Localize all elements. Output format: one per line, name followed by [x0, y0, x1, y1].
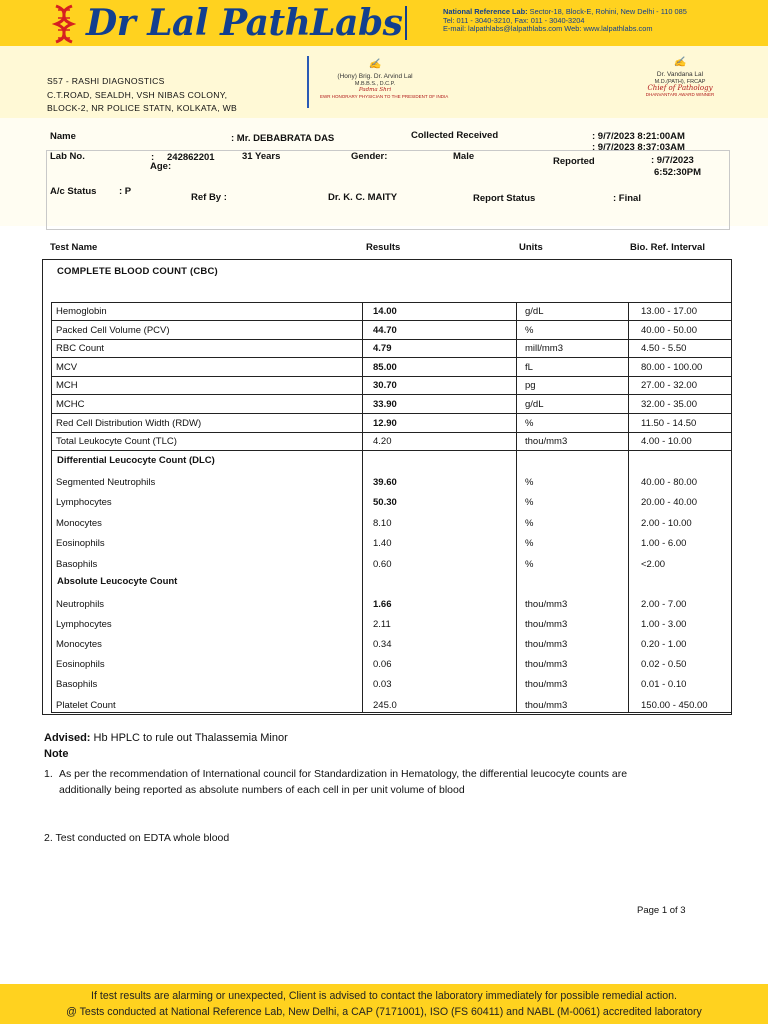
age-label: Age: [150, 161, 172, 172]
ref-interval-cell: 1.00 - 3.00 [641, 618, 687, 630]
ref-interval-cell: 150.00 - 450.00 [641, 699, 708, 711]
signature-divider [307, 56, 309, 108]
table-row [51, 635, 732, 653]
test-name-cell: Hemoglobin [56, 306, 107, 317]
ref-interval-cell: 40.00 - 50.00 [641, 324, 697, 336]
test-name-cell: Total Leukocyte Count (TLC) [56, 436, 177, 448]
test-name-cell: Eosinophils [56, 538, 105, 549]
gender-label: Gender: [351, 151, 388, 162]
ac-status-label: A/c Status [50, 186, 97, 197]
table-row [51, 473, 732, 491]
lab-no-value: 242862201 [167, 152, 215, 163]
unit-cell: % [525, 538, 534, 549]
unit-cell: % [525, 497, 534, 508]
unit-cell: thou/mm3 [525, 699, 568, 711]
result-cell: 2.11 [373, 618, 391, 630]
test-name-cell: Red Cell Distribution Width (RDW) [56, 417, 202, 429]
ref-interval-cell: 0.01 - 0.10 [641, 679, 687, 691]
reported-label: Reported [553, 156, 595, 167]
col-bio-ref: Bio. Ref. Interval [630, 242, 705, 253]
collected-value: : 9/7/2023 8:21:00AM [592, 131, 685, 142]
table-row [51, 615, 732, 633]
test-name-cell: Basophils [56, 558, 98, 570]
table-row [51, 675, 732, 693]
ref-by-value: Dr. K. C. MAITY [328, 192, 398, 203]
ref-lab-email: E-mail: lalpathlabs@lalpathlabs.com Web: www.lalpathlabs.com [443, 24, 653, 33]
ref-interval-cell: 2.00 - 7.00 [641, 598, 687, 610]
test-name-cell: RBC Count [56, 343, 105, 355]
result-cell: 1.40 [373, 538, 392, 549]
result-cell: 245.0 [373, 699, 397, 711]
note-title: Note [44, 748, 69, 760]
advised-text: Hb HPLC to rule out Thalassemia Minor [93, 732, 288, 744]
col-test-name: Test Name [50, 242, 98, 253]
test-name-cell: MCV [56, 361, 78, 373]
result-cell: 12.90 [373, 417, 397, 429]
ref-interval-cell: 20.00 - 40.00 [641, 497, 697, 508]
unit-cell: thou/mm3 [525, 436, 568, 448]
sig-right-degree: M.D.(PATH), FRCAP [654, 78, 706, 85]
footer-line-1: If test results are alarming or unexpected, Client is advised to contact the laboratory immediately for possible remedial action. [91, 990, 677, 1002]
unit-cell: pg [525, 380, 536, 392]
table-row [51, 302, 732, 320]
unit-cell: thou/mm3 [525, 679, 568, 691]
client-line-3: BLOCK-2, NR POLICE STATN, KOLKATA, WB [47, 103, 238, 113]
brand-logo-text: Dr Lal PathLabs [86, 2, 403, 44]
table-row [51, 414, 732, 432]
result-cell: 39.60 [373, 476, 397, 488]
note-item-2: 2. Test conducted on EDTA whole blood [44, 832, 230, 844]
received-value: : 9/7/2023 8:37:03AM [592, 142, 685, 153]
result-cell: 50.30 [373, 497, 397, 508]
unit-cell: thou/mm3 [525, 659, 568, 671]
ref-interval-cell: 0.20 - 1.00 [641, 638, 687, 650]
table-row [51, 358, 732, 376]
ref-interval-cell: <2.00 [641, 558, 666, 570]
advised [44, 732, 288, 744]
ref-lab-address: Sector-18, Block-E, Rohini, New Delhi - 110 085 [529, 7, 687, 16]
table-row [51, 696, 732, 714]
unit-cell: % [525, 558, 534, 570]
test-name-cell: Segmented Neutrophils [56, 476, 156, 488]
result-cell: 4.20 [373, 436, 392, 448]
reported-time: 6:52:30PM [654, 167, 701, 178]
unit-cell: fL [525, 361, 533, 373]
sig-left-degree: M.B.B.S., D.C.P. [354, 80, 396, 87]
test-name-cell: Lymphocytes [56, 497, 112, 508]
ref-interval-cell: 2.00 - 10.00 [641, 517, 692, 529]
test-name-cell: Platelet Count [56, 699, 116, 711]
name-value: : Mr. DEBABRATA DAS [231, 133, 335, 144]
row-divider [51, 450, 732, 451]
reference-lab-info [443, 8, 687, 34]
unit-cell: thou/mm3 [525, 638, 568, 650]
sig-right-name: Dr. Vandana Lal [656, 71, 704, 78]
unit-cell: % [525, 476, 534, 488]
age-value: 31 Years [242, 151, 281, 162]
note-item-1-text: As per the recommendation of International council for Standardization in Hematology, the differential leucocyte counts are additionally being reported as absolute numbers of each cell in per unit volume of blood [59, 768, 628, 796]
ref-interval-cell: 13.00 - 17.00 [641, 306, 697, 317]
table-row [51, 395, 732, 413]
collected-label: Collected Received [411, 130, 499, 141]
client-line-1: S57 - RASHI DIAGNOSTICS [47, 76, 165, 86]
result-cell: 14.00 [373, 306, 397, 317]
result-cell: 8.10 [373, 517, 392, 529]
ref-interval-cell: 1.00 - 6.00 [641, 538, 687, 549]
ref-interval-cell: 11.50 - 14.50 [641, 417, 697, 429]
test-name-cell: Monocytes [56, 638, 102, 650]
sig-right-note: DHANVANTARI AWARD WINNER [645, 91, 715, 97]
table-row [51, 514, 732, 532]
note-item-1-number: 1. [44, 768, 53, 780]
table-row [51, 595, 732, 613]
client-line-2: C.T.ROAD, SEALDH, VSH NIBAS COLONY, [47, 89, 228, 100]
test-name-cell: MCHC [56, 399, 85, 410]
result-cell: 33.90 [373, 399, 397, 410]
header-band [0, 0, 768, 46]
table-row [51, 432, 732, 450]
footer-band [0, 984, 768, 1024]
signature-scribble-icon: ✍ [368, 59, 382, 70]
table-row [51, 655, 732, 673]
table-row [51, 555, 732, 573]
table-row [51, 321, 732, 339]
ref-interval-cell: 32.00 - 35.00 [641, 399, 697, 410]
table-row [51, 339, 732, 357]
ref-lab-label: National Reference Lab: [443, 7, 528, 16]
sig-left-note: EWR HONORARY PHYSICIAN TO THE PRESIDENT OF INDIA [320, 93, 449, 99]
report-status-value: : Final [613, 193, 641, 204]
test-name-cell: Lymphocytes [56, 618, 112, 630]
lab-no-label: Lab No. [50, 151, 85, 162]
test-name-cell: MCH [56, 380, 78, 392]
unit-cell: % [525, 324, 534, 336]
reported-date: : 9/7/2023 [651, 155, 694, 166]
page-number: Page 1 of 3 [637, 905, 686, 916]
note-item-1 [44, 766, 644, 798]
ref-interval-cell: 80.00 - 100.00 [641, 361, 703, 373]
table-row [51, 493, 732, 511]
report-status-label: Report Status [473, 193, 536, 204]
result-cell: 44.70 [373, 324, 397, 336]
result-cell: 0.03 [373, 679, 392, 691]
gender-value: Male [453, 151, 475, 162]
section-title-cbc: COMPLETE BLOOD COUNT (CBC) [57, 266, 218, 277]
ref-interval-cell: 4.50 - 5.50 [641, 343, 687, 355]
client-address [47, 75, 237, 116]
test-name-cell: Eosinophils [56, 659, 105, 671]
col-results: Results [366, 242, 401, 253]
result-cell: 0.60 [373, 558, 392, 570]
ref-lab-phone: Tel: 011 - 3040-3210, Fax: 011 - 3040-3204 [443, 15, 585, 25]
table-row [51, 376, 732, 394]
sig-right-title: Chief of Pathology [647, 84, 713, 92]
lab-no-colon: : [151, 152, 155, 163]
sig-left-award: Padma Shri [358, 87, 392, 93]
ref-by-label: Ref By : [191, 192, 227, 203]
signature-vandana-lal [630, 57, 730, 98]
result-cell: 85.00 [373, 361, 397, 373]
section-title-dlc: Differential Leucocyte Count (DLC) [57, 455, 215, 466]
advised-label: Advised: [44, 732, 91, 744]
ref-interval-cell: 0.02 - 0.50 [641, 659, 687, 671]
unit-cell: % [525, 417, 534, 429]
section-title-alc: Absolute Leucocyte Count [57, 576, 178, 587]
test-name-cell: Basophils [56, 679, 98, 691]
signature-arvind-lal [320, 59, 449, 100]
signature-scribble-icon: ✍ [673, 57, 687, 68]
ac-status-value: : P [119, 186, 132, 197]
unit-cell: thou/mm3 [525, 598, 568, 610]
result-cell: 30.70 [373, 380, 397, 392]
unit-cell: g/dL [525, 399, 544, 410]
result-cell: 0.34 [373, 638, 392, 650]
result-cell: 4.79 [373, 343, 392, 355]
footer-line-2: @ Tests conducted at National Reference Lab, New Delhi, a CAP (7171001), ISO (FS 60411) and NABL (M-0061) accredited laboratory [66, 1006, 702, 1018]
test-name-cell: Packed Cell Volume (PCV) [56, 324, 170, 336]
sig-left-name: (Hony) Brig. Dr. Arvind Lal [337, 73, 413, 80]
result-cell: 0.06 [373, 659, 392, 671]
result-cell: 1.66 [373, 598, 392, 610]
header-divider [405, 6, 407, 40]
patient-info-box [46, 150, 730, 230]
ref-interval-cell: 4.00 - 10.00 [641, 436, 692, 448]
ref-interval-cell: 27.00 - 32.00 [641, 380, 697, 392]
name-label: Name [50, 131, 76, 142]
unit-cell: g/dL [525, 306, 544, 317]
table-row [51, 534, 732, 552]
ref-interval-cell: 40.00 - 80.00 [641, 476, 697, 488]
unit-cell: mill/mm3 [525, 343, 563, 355]
col-units: Units [519, 242, 543, 253]
test-name-cell: Monocytes [56, 517, 102, 529]
test-name-cell: Neutrophils [56, 598, 105, 610]
unit-cell: thou/mm3 [525, 618, 568, 630]
dna-logo-icon [52, 4, 76, 44]
unit-cell: % [525, 517, 534, 529]
